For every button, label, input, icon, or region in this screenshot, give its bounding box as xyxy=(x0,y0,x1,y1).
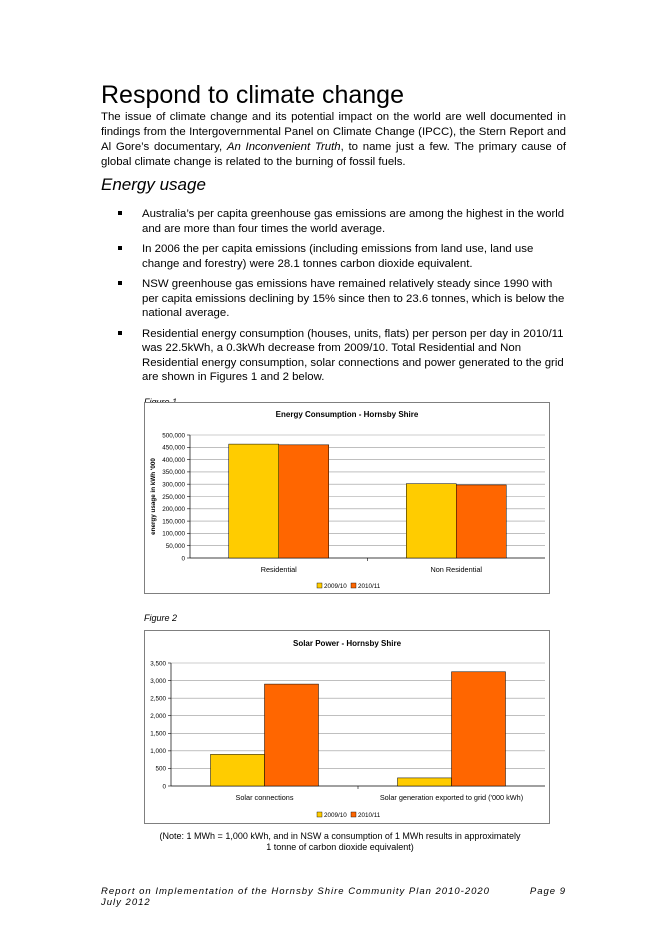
y-axis-label: energy usage in kWh '000 xyxy=(150,458,157,535)
bar-2010-11 xyxy=(265,684,319,786)
solar-power-chart xyxy=(145,631,549,823)
y-tick-label: 300,000 xyxy=(162,481,185,489)
x-category-label: Non Residential xyxy=(430,565,483,574)
note-line-2: 1 tonne of carbon dioxide equivalent) xyxy=(266,842,414,852)
figure-2-label: Figure 2 xyxy=(144,613,178,623)
intro-text-start: The issue of climate change and its potential impact on the world are well documented in findings from the Intergovernmental Panel on Climate Change (IPCC), the Stern Report and Al Gore’s documentary, xyxy=(101,111,566,153)
page-number: Page 9 xyxy=(529,886,566,897)
x-category-label: Solar generation exported to grid ('000 kWh) xyxy=(379,793,524,802)
legend-label: 2009/10 xyxy=(324,583,347,590)
bullet-item: NSW greenhouse gas emissions have remained relatively steady since 1990 with per capita emissions declining by 15% since then to 23.6 tonnes, which is below the national average. xyxy=(116,277,566,321)
legend-swatch xyxy=(317,812,322,817)
y-tick-label: 450,000 xyxy=(162,444,185,452)
y-tick-label: 250,000 xyxy=(162,493,185,501)
legend-swatch xyxy=(351,812,356,817)
bar-2009-10 xyxy=(406,484,456,558)
bar-2009-10 xyxy=(229,444,279,558)
intro-text-end: , to name just a few. The primary cause of global climate change is related to the burning of fossil fuels. xyxy=(101,141,567,168)
legend-label: 2010/11 xyxy=(358,583,381,590)
y-tick-label: 3,000 xyxy=(150,677,166,685)
bar-2010-11 xyxy=(279,445,329,558)
chart-title: Solar Power - Hornsby Shire xyxy=(292,639,402,648)
y-tick-label: 0 xyxy=(181,555,185,563)
chart-title: Energy Consumption - Hornsby Shire xyxy=(275,410,419,419)
bullet-list xyxy=(116,207,566,391)
bullet-item: Australia’s per capita greenhouse gas emissions are among the highest in the world and are more than four times the world average. xyxy=(116,207,566,236)
figure-1-chart-frame xyxy=(144,402,550,594)
legend-label: 2010/11 xyxy=(358,812,381,819)
y-tick-label: 400,000 xyxy=(162,456,185,464)
page-footer xyxy=(101,886,566,908)
film-title: An Inconvenient Truth xyxy=(226,141,341,153)
legend-label: 2009/10 xyxy=(324,812,347,819)
y-tick-label: 0 xyxy=(162,783,166,791)
y-tick-label: 150,000 xyxy=(162,518,185,526)
y-tick-label: 2,000 xyxy=(150,713,166,721)
conversion-note xyxy=(140,831,540,853)
footer-date: July 2012 xyxy=(101,897,151,908)
footer-report-title: Report on Implementation of the Hornsby Shire Community Plan 2010-2020 xyxy=(101,886,490,897)
y-tick-label: 100,000 xyxy=(162,530,185,538)
legend-swatch xyxy=(317,583,322,588)
legend-swatch xyxy=(351,583,356,588)
y-tick-label: 2,500 xyxy=(150,695,166,703)
y-tick-label: 200,000 xyxy=(162,506,185,514)
figure-2-chart-frame xyxy=(144,630,550,824)
y-tick-label: 500,000 xyxy=(162,432,185,440)
bullet-item: Residential energy consumption (houses, units, flats) per person per day in 2010/11 was 22.5kWh, a 0.3kWh decrease from 2009/10. Total Residential and Non Residential energy consumption, solar connections and power generated to the grid are shown in Figures 1 and 2 below. xyxy=(116,327,566,385)
bar-2010-11 xyxy=(456,485,506,558)
bullet-item: In 2006 the per capita emissions (including emissions from land use, land use change and forestry) were 28.1 tonnes carbon dioxide equivalent. xyxy=(116,242,566,271)
bar-2009-10 xyxy=(398,778,452,786)
bar-2010-11 xyxy=(452,672,506,786)
y-tick-label: 500 xyxy=(155,765,166,773)
y-tick-label: 1,000 xyxy=(150,748,166,756)
energy-consumption-chart xyxy=(145,403,549,593)
y-tick-label: 350,000 xyxy=(162,469,185,477)
note-line-1: (Note: 1 MWh = 1,000 kWh, and in NSW a consumption of 1 MWh results in approximately xyxy=(159,831,521,841)
x-category-label: Residential xyxy=(260,565,297,574)
bar-2009-10 xyxy=(211,754,265,786)
intro-paragraph xyxy=(101,110,566,170)
page-title: Respond to climate change xyxy=(101,81,404,109)
y-tick-label: 1,500 xyxy=(150,730,166,738)
y-tick-label: 50,000 xyxy=(165,543,185,550)
section-title: Energy usage xyxy=(101,175,206,194)
x-category-label: Solar connections xyxy=(235,793,294,802)
y-tick-label: 3,500 xyxy=(150,660,166,668)
